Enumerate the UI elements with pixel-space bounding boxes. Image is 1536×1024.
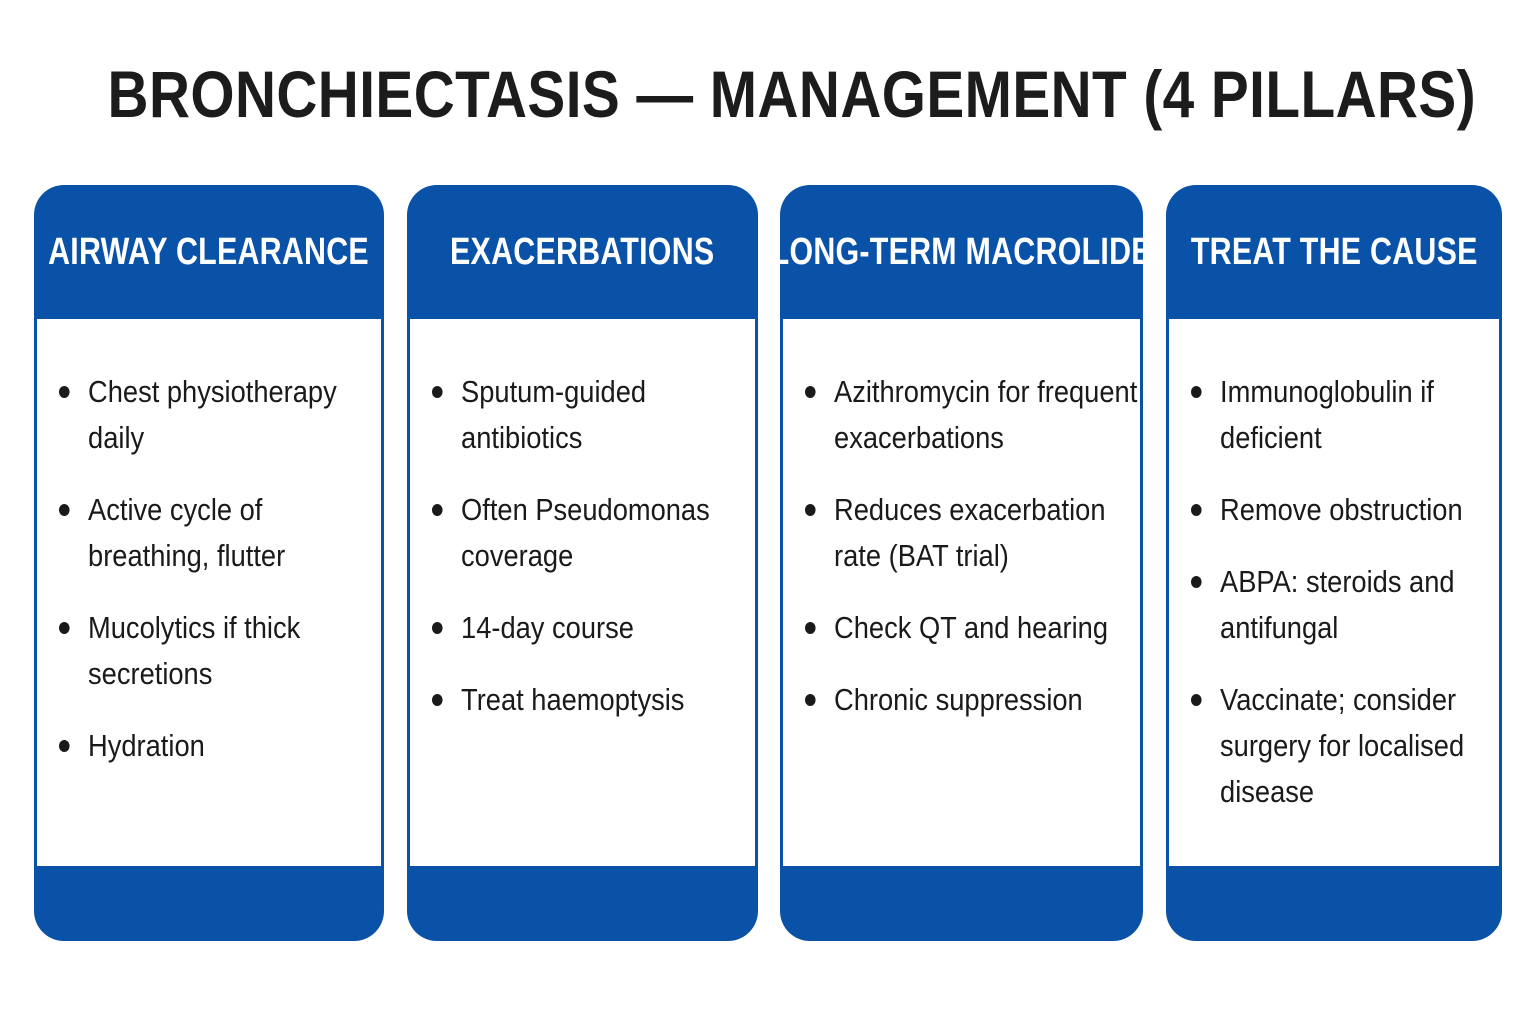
list-item bbox=[410, 605, 767, 651]
bullet-icon bbox=[1191, 504, 1202, 516]
pillar-title: LONG-TERM MACROLIDE bbox=[770, 230, 1153, 273]
pillar-body bbox=[783, 319, 1140, 866]
pillar-long-term-macrolide bbox=[770, 185, 1153, 941]
pillar-header bbox=[34, 185, 384, 319]
bullet-list bbox=[783, 369, 1140, 749]
pillar-title: EXACERBATIONS bbox=[450, 230, 715, 273]
bullet-icon bbox=[432, 622, 443, 634]
bullet-icon bbox=[805, 504, 816, 516]
list-item bbox=[1169, 487, 1509, 533]
list-item bbox=[1169, 677, 1509, 815]
list-item bbox=[783, 369, 1149, 461]
list-item-text: Immunoglobulin if deficient bbox=[1220, 374, 1434, 455]
list-item-text: Vaccinate; consider surgery for localised disease bbox=[1220, 682, 1465, 809]
list-item-text: Active cycle of breathing, flutter bbox=[88, 492, 286, 573]
list-item-text: Sputum-guided antibiotics bbox=[461, 374, 647, 455]
list-item-text: ABPA: steroids and antifungal bbox=[1220, 564, 1455, 645]
pillar-exacerbations bbox=[407, 185, 758, 941]
list-item-text: Azithromycin for frequent exacerbations bbox=[834, 374, 1138, 455]
bullet-icon bbox=[432, 386, 443, 398]
bullet-icon bbox=[1191, 386, 1202, 398]
pillar-body bbox=[37, 319, 381, 866]
list-item bbox=[37, 369, 394, 461]
list-item-text: Mucolytics if thick secretions bbox=[88, 610, 301, 691]
list-item bbox=[410, 369, 767, 461]
list-item bbox=[410, 487, 767, 579]
list-item bbox=[783, 677, 1149, 723]
list-item bbox=[37, 605, 394, 697]
list-item-text: Treat haemoptysis bbox=[461, 682, 685, 717]
bullet-icon bbox=[1191, 576, 1202, 588]
list-item-text: Remove obstruction bbox=[1220, 492, 1463, 527]
list-item bbox=[37, 723, 394, 769]
list-item bbox=[1169, 369, 1509, 461]
pillar-title: TREAT THE CAUSE bbox=[1190, 230, 1478, 273]
pillar-header bbox=[407, 185, 758, 319]
pillar-treat-the-cause bbox=[1166, 185, 1502, 941]
bullet-list bbox=[410, 369, 755, 749]
list-item bbox=[783, 605, 1149, 651]
bullet-icon bbox=[59, 622, 70, 634]
bullet-icon bbox=[432, 694, 443, 706]
list-item-text: Chest physiotherapy daily bbox=[88, 374, 337, 455]
bullet-icon bbox=[59, 504, 70, 516]
list-item bbox=[783, 487, 1149, 579]
bullet-icon bbox=[432, 504, 443, 516]
bullet-list bbox=[1169, 369, 1499, 841]
pillar-airway-clearance bbox=[34, 185, 384, 941]
bullet-icon bbox=[59, 386, 70, 398]
bullet-list bbox=[37, 369, 381, 795]
list-item bbox=[410, 677, 767, 723]
pillar-body bbox=[1169, 319, 1499, 866]
list-item-text: Chronic suppression bbox=[834, 682, 1083, 717]
list-item bbox=[37, 487, 394, 579]
bullet-icon bbox=[805, 386, 816, 398]
pillar-header bbox=[1166, 185, 1502, 319]
pillar-header bbox=[770, 185, 1153, 319]
list-item-text: Hydration bbox=[88, 728, 205, 763]
list-item-text: Often Pseudomonas coverage bbox=[461, 492, 710, 573]
page-title: BRONCHIECTASIS — MANAGEMENT (4 PILLARS) bbox=[107, 57, 1477, 131]
bullet-icon bbox=[805, 622, 816, 634]
pillar-title: AIRWAY CLEARANCE bbox=[48, 230, 370, 273]
list-item-text: Check QT and hearing bbox=[834, 610, 1109, 645]
bullet-icon bbox=[1191, 694, 1202, 706]
pillar-body bbox=[410, 319, 755, 866]
list-item bbox=[1169, 559, 1509, 651]
bullet-icon bbox=[805, 694, 816, 706]
list-item-text: Reduces exacerbation rate (BAT trial) bbox=[834, 492, 1106, 573]
bullet-icon bbox=[59, 740, 70, 752]
list-item-text: 14-day course bbox=[461, 610, 634, 645]
